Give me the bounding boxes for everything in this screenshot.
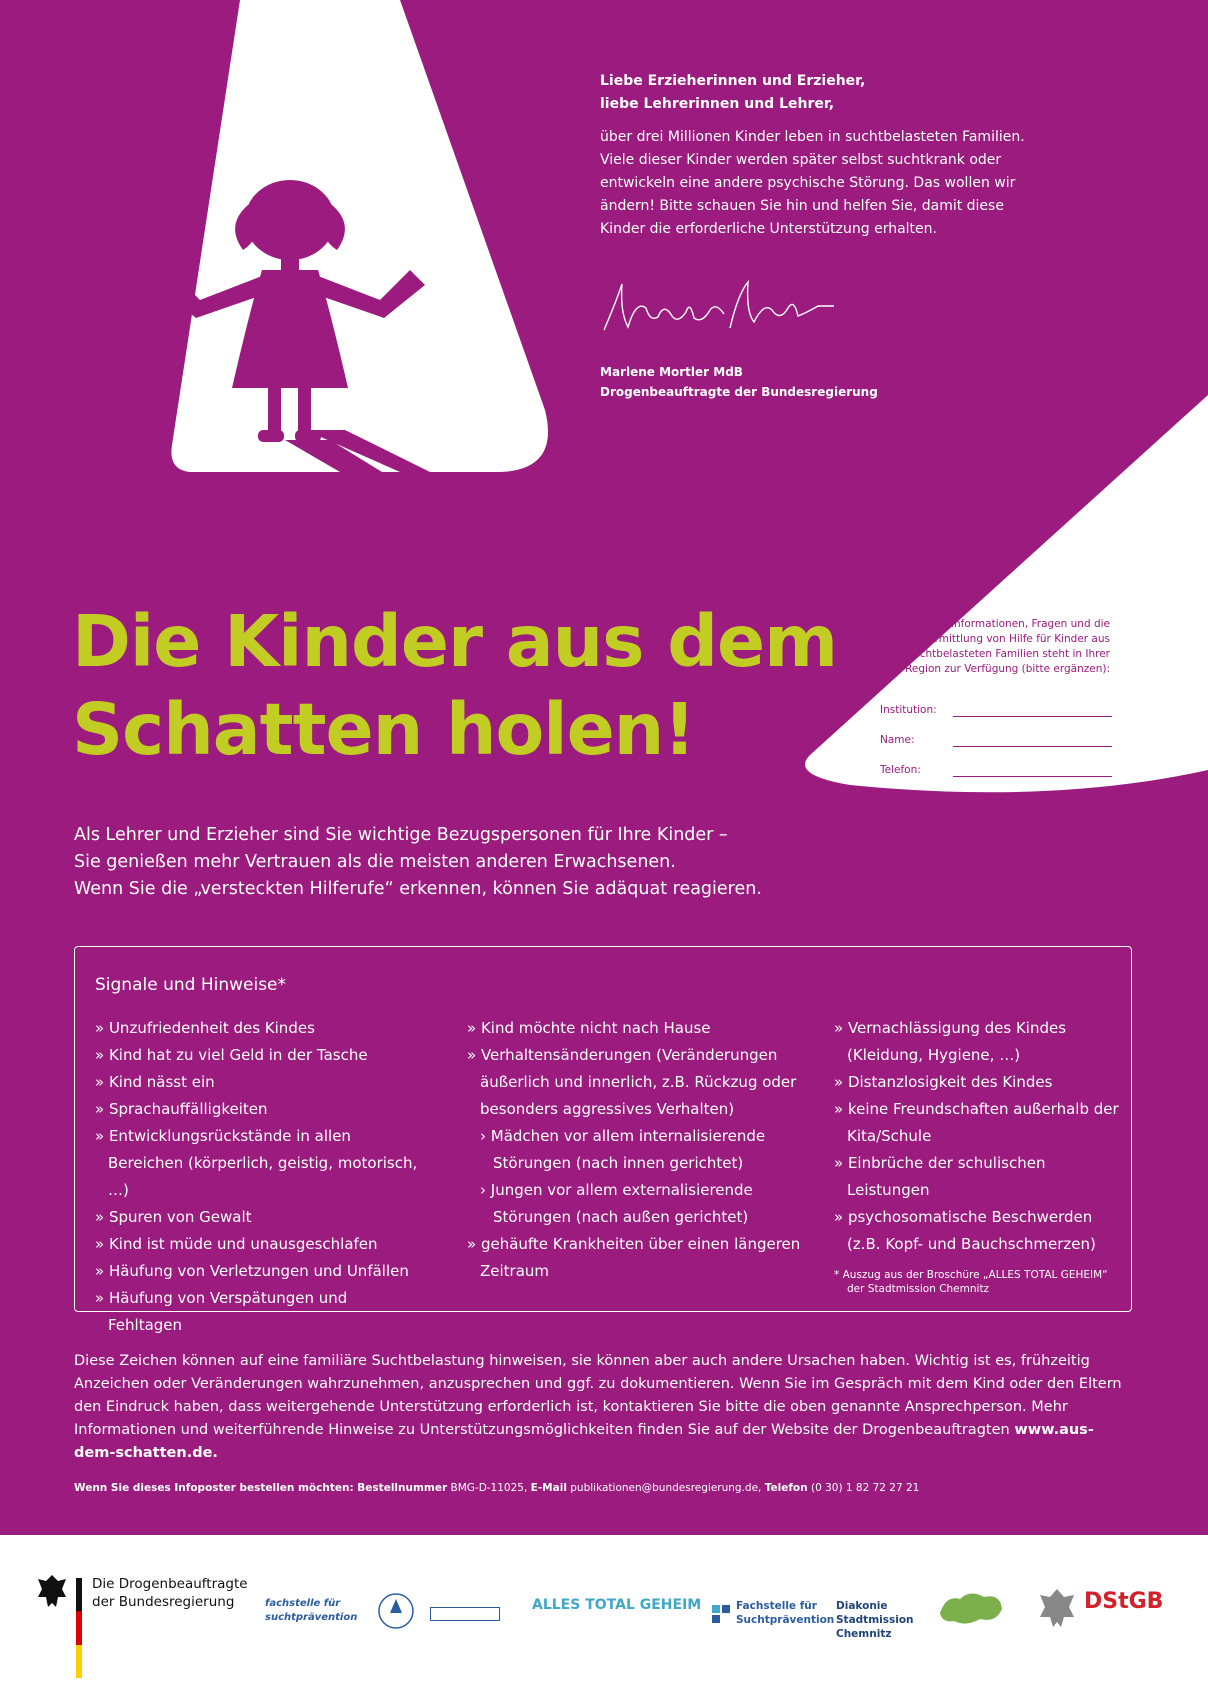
website-link[interactable]: www.aus-dem-schatten.de.	[74, 1422, 1094, 1461]
contact-form	[880, 700, 1112, 790]
logo-fachstelle-suchtpraevention-1: fachstelle für suchtprävention	[265, 1598, 358, 1623]
letter-line: Viele dieser Kinder werden später selbst suchtkrank oder	[600, 152, 1002, 168]
letter-greeting	[600, 70, 1060, 116]
die-lobby-logo	[430, 1607, 500, 1621]
logo-fachstelle-suchtpraevention-2: Fachstelle für Suchtprävention	[736, 1600, 835, 1626]
headline	[72, 598, 837, 774]
logo-alles-total-geheim: ALLES TOTAL GEHEIM	[532, 1597, 702, 1613]
body-paragraph: Diese Zeichen können auf eine familiäre Suchtbelastung hinweisen, sie können aber auch andere Ursachen haben. Wichtig ist es, frühzeitig Anzeichen oder Veränderungen wahrzunehmen, anzusprechen und ggf. zu dokumentieren. Wenn Sie im Gespräch mit dem Kind oder den Eltern den Eindruck haben, dass weitergehende Unterstützung erforderlich ist, kontaktieren Sie bitte die oben genannte Ansprechperson. Mehr Informationen und weiterführende Hinweise zu Unterstützungsmöglichkeiten finden Sie auf der Website der Drogenbeauftragten	[74, 1353, 1122, 1438]
list-item: » keine Freundschaften außerhalb der Kita/Schule	[834, 1096, 1124, 1150]
institution-label: Institution:	[880, 704, 937, 716]
signer-block	[600, 362, 878, 402]
spotlight-beam-left	[171, 0, 548, 472]
list-item: » Einbrüche der schulischen Leistungen	[834, 1150, 1124, 1204]
body-text	[74, 1350, 1134, 1465]
order-prefix: Wenn Sie dieses Infoposter bestellen möchten: Bestellnummer	[74, 1482, 448, 1494]
order-email[interactable]: publikationen@bundesregierung.de,	[570, 1482, 762, 1494]
letter-line: Kinder die erforderliche Unterstützung erhalten.	[600, 221, 937, 237]
institution-row	[880, 700, 1112, 730]
list-item: » psychosomatische Beschwerden (z.B. Kopf- und Bauchschmerzen)	[834, 1204, 1124, 1258]
signer-name: Marlene Mortler MdB	[600, 365, 743, 379]
contact-info-line: Vermittlung von Hilfe für Kinder aus	[921, 633, 1110, 645]
phone-line[interactable]	[953, 776, 1112, 777]
order-phone-label: Telefon	[764, 1482, 808, 1494]
logo-dstgb: DStGB	[1084, 1589, 1164, 1614]
list-item: » Häufung von Verspätungen und Fehltagen	[95, 1285, 425, 1339]
map-logo-icon	[936, 1585, 1006, 1629]
list-item: » Entwicklungsrückstände in allen Bereichen (körperlich, geistig, motorisch, …)	[95, 1123, 425, 1204]
order-number: BMG-D-11025,	[450, 1482, 528, 1494]
letter-line: über drei Millionen Kinder leben in suchtbelasteten Familien.	[600, 129, 1025, 145]
signer-title: Drogenbeauftragte der Bundesregierung	[600, 385, 878, 399]
association-seal-icon	[372, 1591, 420, 1631]
signals-column-2	[467, 1015, 807, 1285]
signals-column-1	[95, 1015, 425, 1339]
contact-info-line: Für Informationen, Fragen und die	[931, 618, 1110, 630]
diakonie-line-2: Stadtmission Chemnitz	[836, 1614, 914, 1640]
headline-line-2: Schatten holen!	[72, 688, 695, 771]
order-info	[74, 1482, 919, 1494]
ministry-logo-text	[92, 1575, 248, 1611]
list-item: » Kind ist müde und unausgeschlafen	[95, 1231, 425, 1258]
name-label: Name:	[880, 734, 915, 746]
contact-info-text	[860, 617, 1110, 677]
headline-line-1: Die Kinder aus dem	[72, 600, 838, 683]
letter	[600, 70, 1060, 241]
signals-column-3	[834, 1015, 1124, 1296]
list-subitem: › Mädchen vor allem internalisierende Störungen (nach innen gerichtet)	[467, 1123, 807, 1177]
list-item: » Kind hat zu viel Geld in der Tasche	[95, 1042, 425, 1069]
institution-line[interactable]	[953, 716, 1112, 717]
intro-line: Sie genießen mehr Vertrauen als die meisten anderen Erwachsenen.	[74, 852, 676, 872]
list-item: » Kind nässt ein	[95, 1069, 425, 1096]
contact-info-line: Region zur Verfügung (bitte ergänzen):	[905, 663, 1110, 675]
ministry-line-2: der Bundesregierung	[92, 1594, 235, 1610]
intro-line: Als Lehrer und Erzieher sind Sie wichtige Bezugspersonen für Ihre Kinder –	[74, 825, 728, 845]
footer-logos	[0, 1535, 1208, 1701]
list-item: » Sprachauffälligkeiten	[95, 1096, 425, 1123]
signals-footnote: * Auszug aus der Broschüre „ALLES TOTAL GEHEIM“ der Stadtmission Chemnitz	[834, 1269, 1108, 1295]
list-item: » Vernachlässigung des Kindes (Kleidung, Hygiene, …)	[834, 1015, 1124, 1069]
letter-line: entwickeln eine andere psychische Störung. Das wollen wir	[600, 175, 1016, 191]
name-line[interactable]	[953, 746, 1112, 747]
letter-line: ändern! Bitte schauen Sie hin und helfen Sie, damit diese	[600, 198, 1004, 214]
list-item: » gehäufte Krankheiten über einen längeren Zeitraum	[467, 1231, 807, 1285]
intro-line: Wenn Sie die „versteckten Hilferufe“ erkennen, können Sie adäquat reagieren.	[74, 879, 762, 899]
list-item: » Verhaltensänderungen (Veränderungen äußerlich und innerlich, z.B. Rückzug oder besonders aggressives Verhalten)	[467, 1042, 807, 1123]
dstgb-eagle-icon	[1036, 1587, 1078, 1629]
phone-label: Telefon:	[880, 764, 921, 776]
contact-info-line: suchtbelasteten Familien steht in Ihrer	[907, 648, 1110, 660]
list-item: » Häufung von Verletzungen und Unfällen	[95, 1258, 425, 1285]
order-email-label: E-Mail	[530, 1482, 567, 1494]
list-item: » Unzufriedenheit des Kindes	[95, 1015, 425, 1042]
german-flag-bar	[76, 1578, 82, 1678]
greeting-line-2: liebe Lehrerinnen und Lehrer,	[600, 96, 835, 112]
greeting-line-1: Liebe Erzieherinnen und Erzieher,	[600, 73, 866, 89]
list-item: » Spuren von Gewalt	[95, 1204, 425, 1231]
list-item: » Kind möchte nicht nach Hause	[467, 1015, 807, 1042]
list-item: » Distanzlosigkeit des Kindes	[834, 1069, 1124, 1096]
ministry-line-1: Die Drogenbeauftragte	[92, 1576, 248, 1592]
logo-diakonie	[836, 1599, 916, 1641]
signals-title: Signale und Hinweise*	[95, 975, 287, 995]
list-subitem: › Jungen vor allem externalisierende Störungen (nach außen gerichtet)	[467, 1177, 807, 1231]
intro-text	[74, 822, 762, 903]
signals-box	[74, 946, 1132, 1334]
handwritten-signature	[598, 272, 838, 342]
name-row	[880, 730, 1112, 760]
federal-eagle-icon	[36, 1573, 68, 1609]
diakonie-line-1: Diakonie	[836, 1600, 888, 1612]
phone-row	[880, 760, 1112, 790]
order-phone: (0 30) 1 82 72 27 21	[810, 1482, 920, 1494]
fachstelle-square-icon	[710, 1603, 732, 1627]
